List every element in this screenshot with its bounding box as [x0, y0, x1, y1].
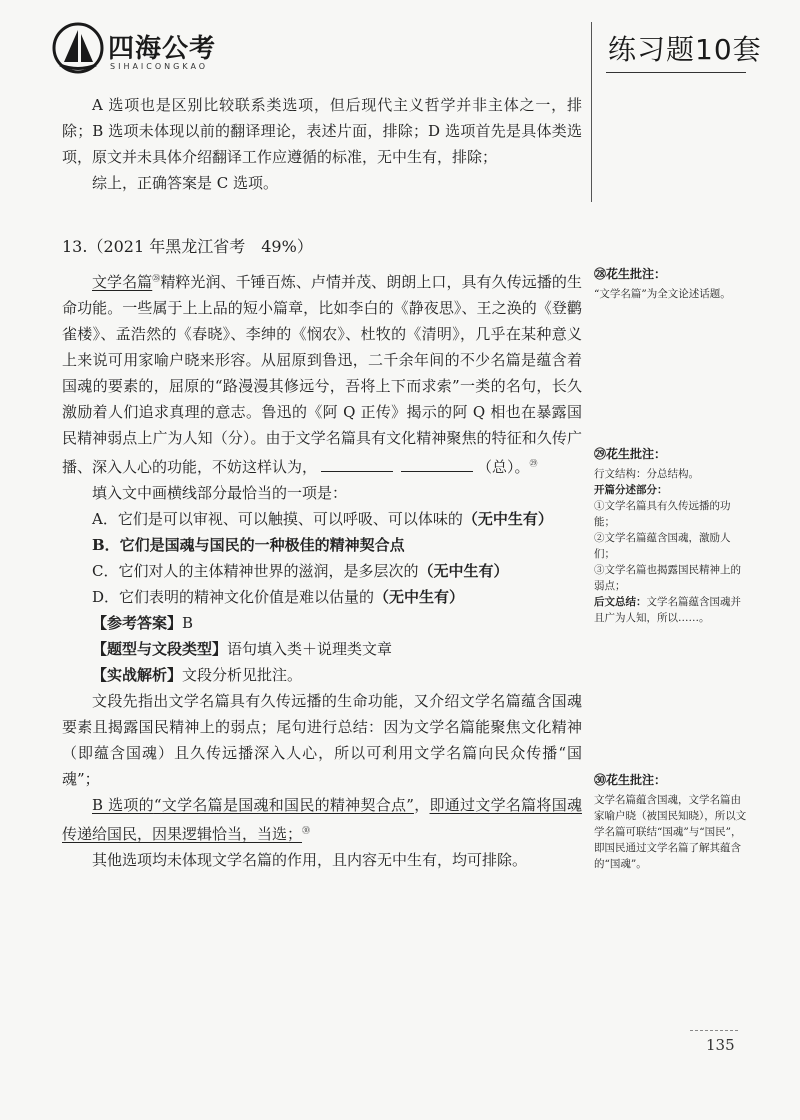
option-c — [62, 558, 582, 584]
type-value: 语句填入类＋说理类文章 — [227, 640, 393, 658]
note-line: ②文学名篇蕴含国魂，激励人们； — [594, 532, 731, 560]
note-ref-30: ㉚ — [302, 826, 311, 835]
logo-subtitle: SIHAICONGKAO — [110, 62, 209, 71]
note-title: ㉚花生批注： — [594, 773, 667, 787]
analysis-b-lead: B 选项的 — [92, 796, 154, 814]
note-line: 行文结构：分总结构。 — [594, 468, 699, 480]
side-note-28 — [594, 266, 750, 302]
analysis-label: 【实战解析】 — [92, 666, 183, 684]
previous-options-analysis: A 选项也是区别比较联系类选项，但后现代主义哲学并非主体之一，排除；B 选项未体现以前的翻译理论，表述片面，排除；D 选项首先是具体类选项，原文并未具体介绍翻译工作应遵循的标准，无中生有，排除； — [62, 96, 582, 166]
note-sublabel: 后文总结： — [594, 596, 647, 608]
passage-text: 精粹光润、千锤百炼、卢情并茂、朗朗上口，具有久传远播的生命功能。一些属于上上品的短小篇章，比如李白的《静夜思》、王之涣的《登鹳雀楼》、孟浩然的《春晓》、李绅的《悯农》、杜牧的《清明》，几乎在某种意义上来说可用家喻户晓来形容。从屈原到鲁迅，二千余年间的不少名篇是蕴含着国魂的要素的，屈原的“路漫漫其修远兮，吾将上下而求索”一类的名句，长久激励着人们追求真理的意志。鲁迅的《阿 Q 正传》揭示的阿 Q 相也在暴露国民精神弱点上广为人知（分）。由于文学名篇具有文化精神聚焦的特征和久传广播、深入人心的功能，不妨这样认为， — [62, 273, 582, 476]
question-prompt: 填入文中画横线部分最恰当的一项是： — [92, 484, 348, 502]
note-text: “文学名篇”为全文论述话题。 — [594, 288, 731, 300]
side-note-29 — [594, 446, 750, 626]
option-note: （无中生有） — [418, 562, 509, 580]
publisher-logo — [52, 22, 222, 84]
analysis-value: 文段分析见批注。 — [182, 666, 303, 684]
note-text: 文学名篇蕴含国魂，文学名篇由家喻户晓（被国民知晓），所以文学名篇可联结“国魂”与“国民”，即国民通过文学名篇了解其蕴含的“国魂”。 — [594, 794, 747, 870]
lead-phrase: 文学名篇 — [92, 273, 153, 291]
logo-name: 四海公考 — [108, 34, 217, 64]
analysis-comma: ， — [413, 796, 430, 814]
analysis-paragraph-3: 其他选项均未体现文学名篇的作用，且内容无中生有，均可排除。 — [92, 851, 528, 869]
note-line: ①文学名篇具有久传远播的功能； — [594, 500, 731, 528]
side-note-30 — [594, 772, 750, 872]
margin-divider — [591, 22, 592, 202]
reference-answer — [62, 610, 582, 636]
note-ref-28: ㉘ — [152, 274, 161, 283]
page-number-rule — [690, 1030, 738, 1031]
question-type — [62, 636, 582, 662]
option-note: （无中生有） — [462, 510, 553, 528]
question-13 — [62, 234, 582, 873]
note-subtext: 文学名篇蕴含国魂并且广为人知，所以……。 — [594, 596, 741, 624]
type-label: 【题型与文段类型】 — [92, 640, 228, 658]
option-a — [62, 506, 582, 532]
passage-end: （总）。 — [477, 458, 530, 476]
option-text: C．它们对人的主体精神世界的滋润，是多层次的 — [92, 562, 419, 580]
option-text: D．它们表明的精神文化价值是难以估量的 — [92, 588, 375, 606]
header-rule — [606, 72, 746, 73]
option-d — [62, 584, 582, 610]
sailboat-logo-icon — [52, 22, 104, 74]
option-b — [62, 532, 582, 558]
analysis-paragraph-2 — [62, 792, 582, 847]
analysis-paragraph-1: 文段先指出文学名篇具有久传远播的生命功能，又介绍文学名篇蕴含国魂要素且揭露国民精神上的弱点；尾句进行总结：因为文学名篇能聚焦文化精神（即蕴含国魂）且久传远播深入人心，所以可利用文学名篇向民众传播“国魂”； — [62, 692, 582, 788]
note-title: ㉘花生批注： — [594, 267, 667, 281]
previous-conclusion: 综上，正确答案是 C 选项。 — [92, 174, 279, 192]
note-line: 开篇分述部分： — [594, 484, 668, 496]
answer-blank — [321, 457, 393, 472]
answer-label: 【参考答案】 — [92, 614, 183, 632]
analysis-b-reason: 即通过文学名篇将国魂传递给国民，因果逻辑恰当，当选； — [62, 796, 582, 843]
note-line — [594, 594, 750, 626]
option-note: （无中生有） — [374, 588, 465, 606]
note-line: ③文学名篇也揭露国民精神上的弱点； — [594, 564, 741, 592]
analysis-b-quote: “文学名篇是国魂和国民的精神契合点” — [153, 796, 414, 814]
question-header: 13.（2021 年黑龙江省考 49%） — [62, 237, 313, 256]
series-title: 练习题10套 — [608, 33, 762, 66]
answer-value: B — [182, 614, 194, 632]
question-passage — [62, 266, 582, 480]
option-text: B．它们是国魂与国民的一种极佳的精神契合点 — [92, 536, 405, 554]
answer-blank — [401, 457, 473, 472]
page-number: 135 — [706, 1036, 735, 1054]
option-text: A．它们是可以审视、可以触摸、可以呼吸、可以体味的 — [92, 510, 463, 528]
analysis-heading — [62, 662, 582, 688]
note-ref-29: ㉙ — [529, 459, 538, 468]
note-title: ㉙花生批注： — [594, 447, 667, 461]
previous-analysis — [62, 92, 582, 196]
